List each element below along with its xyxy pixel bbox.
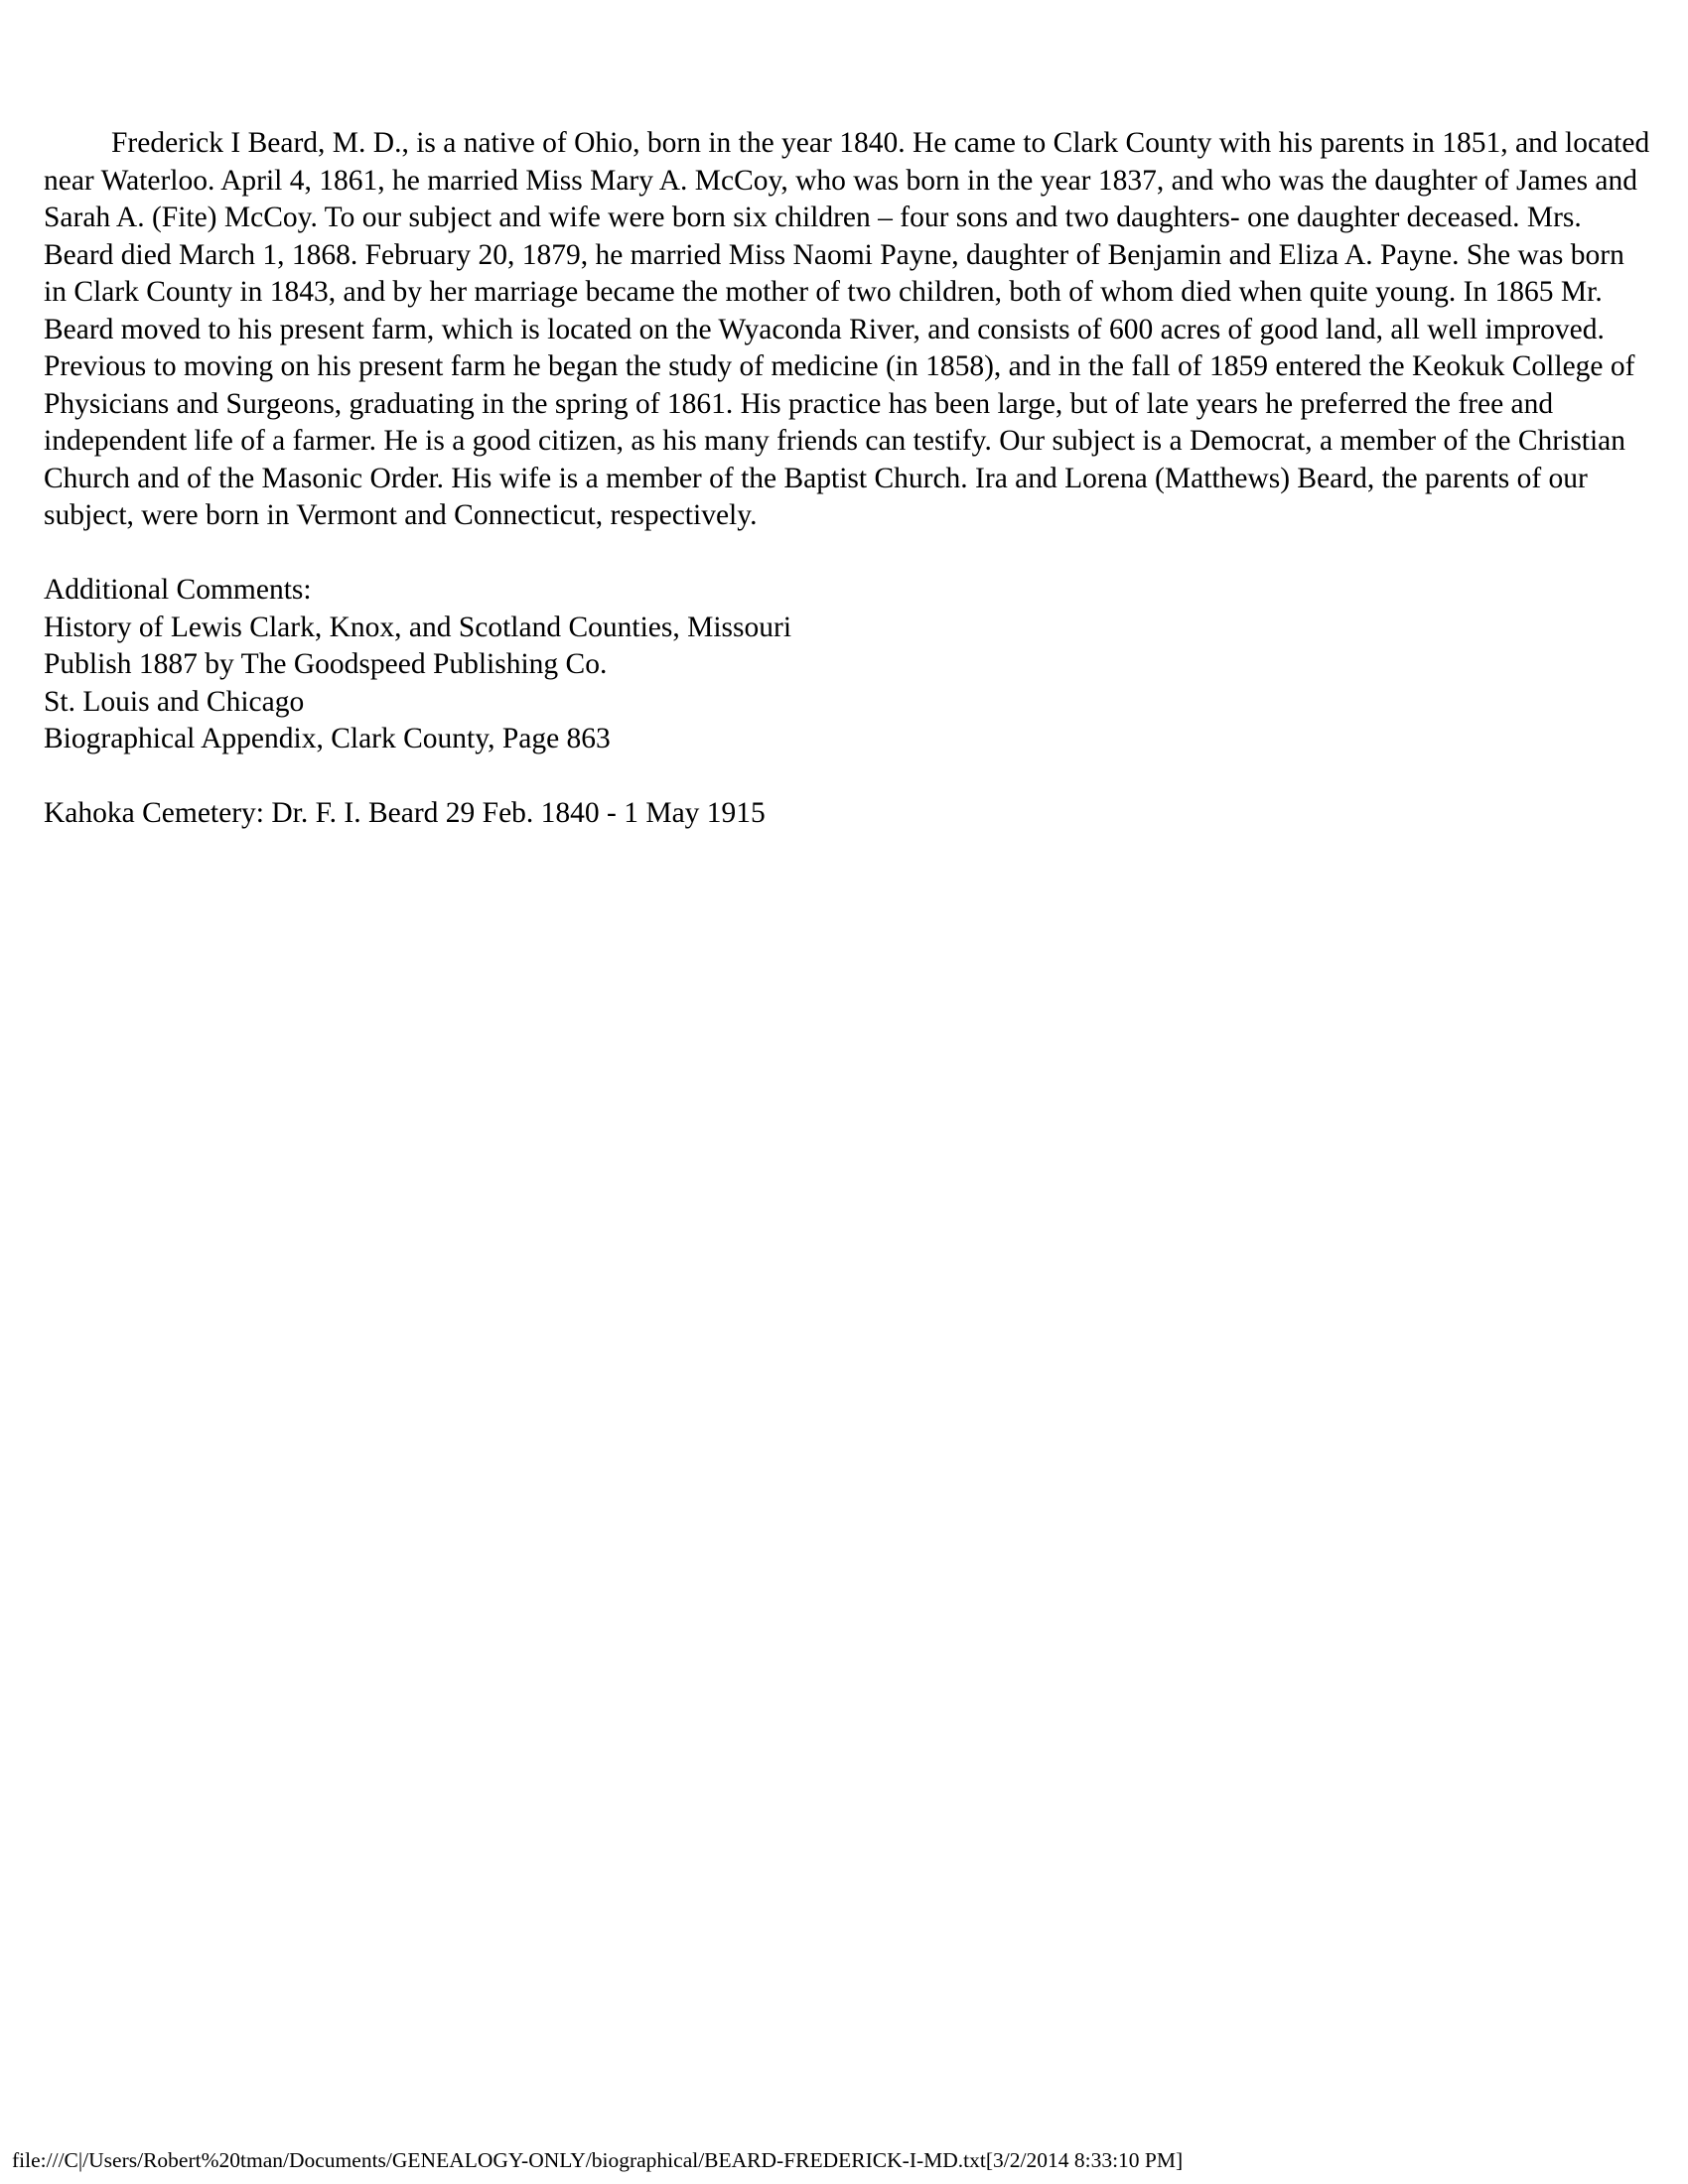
comments-heading: Additional Comments: bbox=[44, 574, 312, 606]
biography-paragraph: Frederick I Beard, M. D., is a native of Ohio, born in the year 1840. He came to Clark County with his parents in 1851, and located near Waterloo. April 4, 1861, he married Miss Mary A. McCoy, who was born in the year 1837, and who was the daughter of James and Sarah A. (Fite) McCoy. To our subject and wife were born six children – four sons and two daughters- one daughter deceased. Mrs. Beard died March 1, 1868. February 20, 1879, he married Miss Naomi Payne, daughter of Benjamin and Eliza A. Payne. She was born in Clark County in 1843, and by her marriage became the mother of two children, both of whom died when quite young. In 1865 Mr. Beard moved to his present farm, which is located on the Wyaconda River, and consists of 600 acres of good land, all well improved. Previous to moving on his present farm he began the study of medicine (in 1858), and in the fall of 1859 entered the Keokuk College of Physicians and Surgeons, graduating in the spring of 1861. His practice has been large, but of late years he preferred the free and independent life of a farmer. He is a good citizen, as his many friends can testify. Our subject is a Democrat, a member of the Christian Church and of the Masonic Order. His wife is a member of the Baptist Church. Ira and Lorena (Matthews) Beard, the parents of our subject, were born in Vermont and Connecticut, respectively. bbox=[44, 127, 1650, 531]
comment-line: History of Lewis Clark, Knox, and Scotland Counties, Missouri bbox=[44, 611, 792, 643]
comment-line: Publish 1887 by The Goodspeed Publishing Co. bbox=[44, 648, 608, 680]
cemetery-record: Kahoka Cemetery: Dr. F. I. Beard 29 Feb. 1840 - 1 May 1915 bbox=[44, 797, 766, 829]
document-body bbox=[44, 125, 1652, 833]
print-footer-file-path: file:///C|/Users/Robert%20tman/Documents/GENEALOGY-ONLY/biographical/BEARD-FREDERICK-I-MD.txt[3/2/2014 8:33:10 PM] bbox=[12, 2148, 1184, 2172]
additional-comments bbox=[44, 572, 1652, 758]
comment-line: Biographical Appendix, Clark County, Page 863 bbox=[44, 723, 611, 754]
comment-line: St. Louis and Chicago bbox=[44, 685, 305, 718]
